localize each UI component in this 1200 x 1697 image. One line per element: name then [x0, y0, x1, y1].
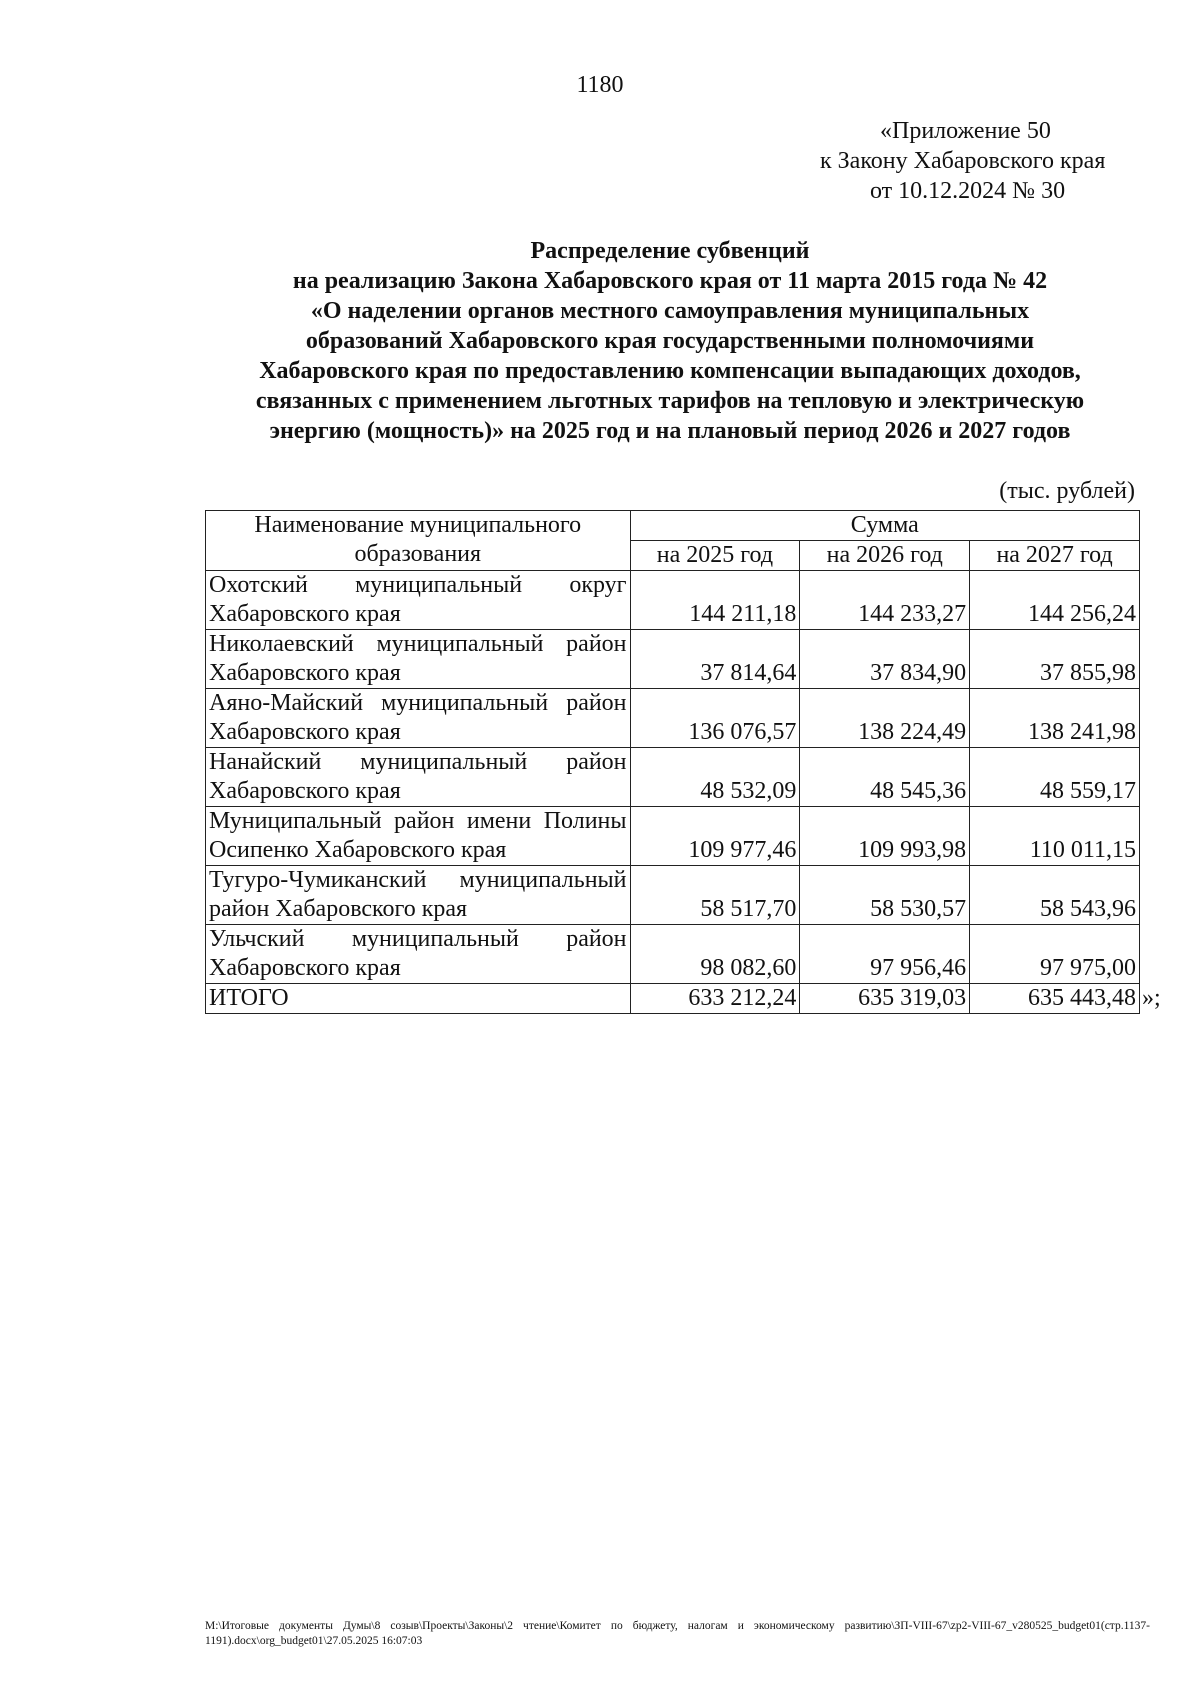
amount-2026: 109 993,98: [800, 807, 970, 866]
title-line: образований Хабаровского края государственными полномочиями: [305, 328, 1035, 354]
amount-2025: 37 814,64: [630, 630, 800, 689]
total-2026: 635 319,03: [800, 984, 970, 1014]
title-line: на реализацию Закона Хабаровского края от 11 марта 2015 года № 42: [292, 268, 1048, 294]
amount-2025: 98 082,60: [630, 925, 800, 984]
amount-2027: 58 543,96: [970, 866, 1140, 925]
appendix-title: «Приложение 50: [880, 118, 1051, 144]
table-row: [206, 630, 1140, 689]
amount-2025: 144 211,18: [630, 571, 800, 630]
municipality-name: Аяно-Майский муниципальный район Хабаровского края: [206, 689, 631, 748]
appendix-reference: [790, 116, 1170, 206]
amount-2027: 138 241,98: [970, 689, 1140, 748]
table-header-row: [206, 511, 1140, 541]
amount-2026: 58 530,57: [800, 866, 970, 925]
amount-2026: 37 834,90: [800, 630, 970, 689]
appendix-date: от 10.12.2024 № 30: [870, 178, 1066, 204]
amount-2027: 110 011,15: [970, 807, 1140, 866]
amount-2027: 97 975,00: [970, 925, 1140, 984]
municipality-name: Ульчский муниципальный район Хабаровского края: [206, 925, 631, 984]
amount-2026: 48 545,36: [800, 748, 970, 807]
amount-2027: 48 559,17: [970, 748, 1140, 807]
table-row: [206, 807, 1140, 866]
header-year-2026: на 2026 год: [800, 541, 970, 571]
municipality-name: Тугуро-Чумиканский муниципальный район Хабаровского края: [206, 866, 631, 925]
amount-2026: 138 224,49: [800, 689, 970, 748]
total-2025: 633 212,24: [630, 984, 800, 1014]
closing-quote-mark: »;: [1142, 984, 1161, 1011]
header-sum: Сумма: [630, 511, 1139, 541]
amount-2026: 97 956,46: [800, 925, 970, 984]
amount-2025: 48 532,09: [630, 748, 800, 807]
title-line: «О наделении органов местного самоуправления муниципальных: [310, 298, 1030, 324]
appendix-law: к Закону Хабаровского края: [820, 148, 1106, 174]
header-year-2025: на 2025 год: [630, 541, 800, 571]
document-title: [180, 236, 1160, 446]
amount-2025: 136 076,57: [630, 689, 800, 748]
table-row: [206, 748, 1140, 807]
municipality-name: Нанайский муниципальный район Хабаровского края: [206, 748, 631, 807]
subsidy-table: [205, 510, 1140, 1014]
table-row: [206, 866, 1140, 925]
header-municipality: Наименование муниципального образования: [206, 511, 631, 571]
total-label: ИТОГО: [206, 984, 631, 1014]
municipality-name: Охотский муниципальный округ Хабаровского края: [206, 571, 631, 630]
amount-2025: 109 977,46: [630, 807, 800, 866]
table-row: [206, 571, 1140, 630]
amount-2026: 144 233,27: [800, 571, 970, 630]
title-line: связанных с применением льготных тарифов на тепловую и электрическую: [255, 388, 1085, 414]
file-path-footer: M:\Итоговые документы Думы\8 созыв\Проекты\Законы\2 чтение\Комитет по бюджету, налогам и экономическому развитию\ЗП-VIII-67\zp2-VIII-67_v280525_budget01(стр.1137-1191).docx\org_budget01\27.05.2025 16:07:03: [205, 1620, 1150, 1647]
table-total-row: [206, 984, 1140, 1014]
title-line: энергию (мощность)» на 2025 год и на плановый период 2026 и 2027 годов: [269, 418, 1071, 444]
amount-2027: 144 256,24: [970, 571, 1140, 630]
amount-2025: 58 517,70: [630, 866, 800, 925]
municipality-name: Николаевский муниципальный район Хабаровского края: [206, 630, 631, 689]
header-year-2027: на 2027 год: [970, 541, 1140, 571]
units-label: (тыс. рублей): [999, 478, 1135, 504]
page-number: 1180: [576, 72, 624, 98]
title-line: Распределение субвенций: [530, 238, 810, 264]
title-line: Хабаровского края по предоставлению компенсации выпадающих доходов,: [259, 358, 1081, 384]
table-row: [206, 689, 1140, 748]
total-2027: 635 443,48: [970, 984, 1140, 1014]
amount-2027: 37 855,98: [970, 630, 1140, 689]
municipality-name: Муниципальный район имени Полины Осипенко Хабаровского края: [206, 807, 631, 866]
table-row: [206, 925, 1140, 984]
